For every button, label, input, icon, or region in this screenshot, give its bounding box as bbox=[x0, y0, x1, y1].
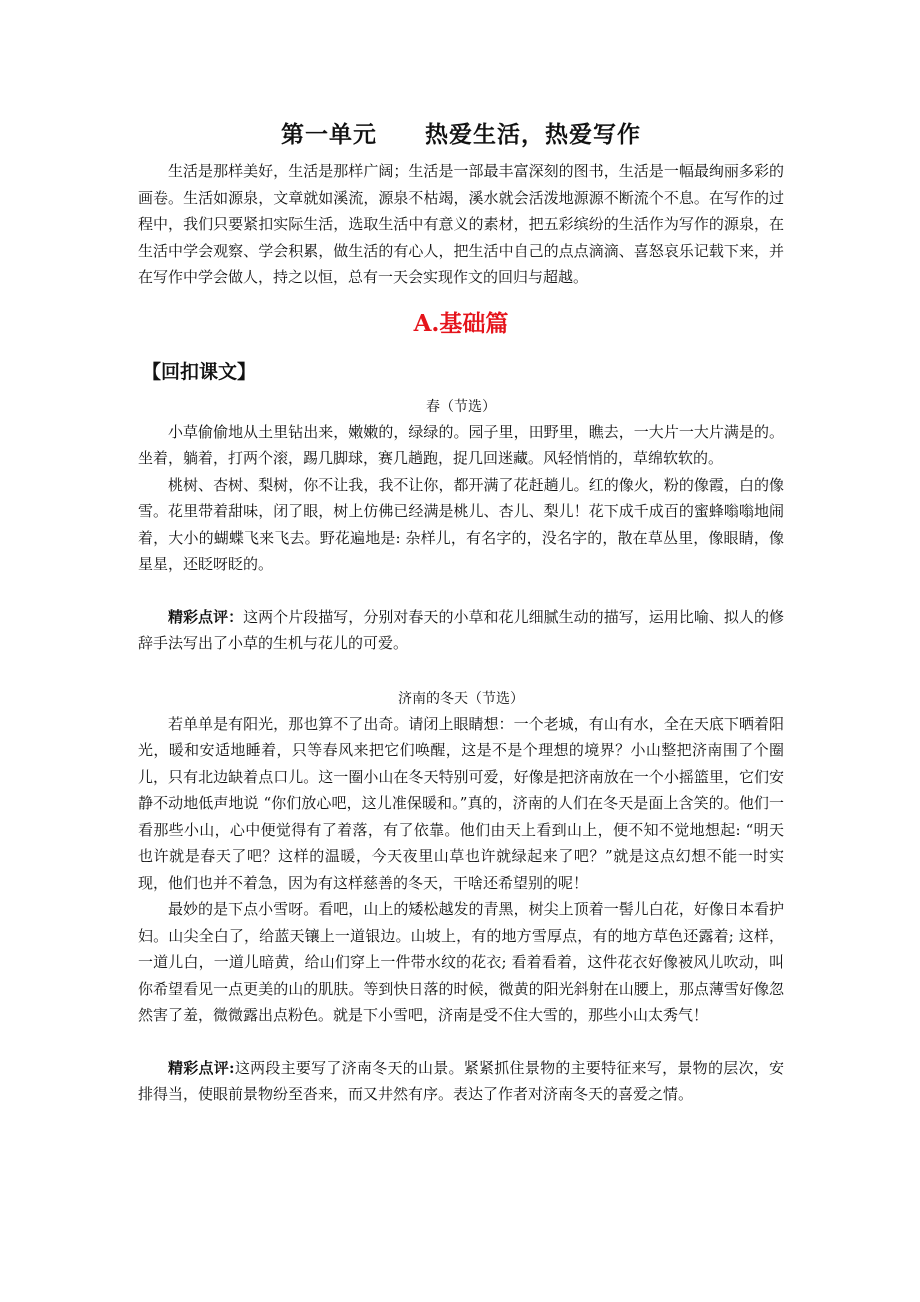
spacer bbox=[138, 657, 784, 685]
comment-text: 这两个片段描写，分别对春天的小草和花儿细腻生动的描写，运用比喻、拟人的修辞手法写出了小草的生机与花儿的可爱。 bbox=[138, 607, 784, 652]
passage-title: 春（节选） bbox=[426, 398, 496, 415]
section-title: A.基础篇 bbox=[413, 309, 509, 337]
comment-paragraph bbox=[138, 1055, 784, 1108]
comment-label: 精彩点评: bbox=[168, 1058, 235, 1077]
document-page bbox=[138, 118, 784, 1108]
unit-intro-paragraph: 生活是那样美好，生活是那样广阔；生活是一部最丰富深刻的图书，生活是一幅最绚丽多彩的画卷。生活如源泉，文章就如溪流，源泉不枯竭，溪水就会活泼地源源不断流个不息。在写作的过程中，我们只要紧扣实际生活，选取生活中有意义的素材，把五彩缤纷的生活作为写作的源泉，在生活中学会观察、学会积累，做生活的有心人，把生活中自己的点点滴滴、喜怒哀乐记载下来，并在写作中学会做人，持之以恒，总有一天会实现作文的回归与超越。 bbox=[138, 162, 784, 286]
comment-text: 这两段主要写了济南冬天的山景。紧紧抓住景物的主要特征来写，景物的层次，安排得当，使眼前景物纷至沓来，而又井然有序。表达了作者对济南冬天的喜爱之情。 bbox=[138, 1058, 784, 1103]
subsection-title: 【回扣课文】 bbox=[142, 360, 257, 383]
passage-spring bbox=[138, 395, 784, 657]
passage-paragraph: 小草偷偷地从土里钻出来，嫩嫩的，绿绿的。园子里，田野里，瞧去，一大片一大片满是的。坐着，躺着，打两个滚，踢几脚球，赛几趟跑，捉几回迷藏。风轻悄悄的，草绵软软的。 bbox=[138, 422, 784, 467]
passage-paragraph: 桃树、杏树、梨树，你不让我，我不让你，都开满了花赶趟儿。红的像火，粉的像霞，白的像雪。花里带着甜味，闭了眼，树上仿佛已经满是桃儿、杏儿、梨儿！花下成千成百的蜜蜂嗡嗡地闹着，大小的蝴蝶飞来飞去。野花遍地是: 杂样儿，有名字的，没名字的，散在草丛里，像眼睛，像星星，还眨呀眨的。 bbox=[138, 475, 784, 573]
comment-label: 精彩点评： bbox=[168, 607, 244, 626]
unit-title: 第一单元 热爱生活，热爱写作 bbox=[281, 121, 641, 148]
passage-jinan-winter bbox=[138, 687, 784, 1108]
passage-paragraph: 若单单是有阳光，那也算不了出奇。请闭上眼睛想：一个老城，有山有水，全在天底下晒着阳光，暖和安适地睡着，只等春风来把它们唤醒，这是不是个理想的境界？小山整把济南围了个圈儿，只有北边缺着点口儿。这一圈小山在冬天特别可爱，好像是把济南放在一个小摇篮里，它们安静不动地低声地说 “你们放心吧，这儿准保暖和。”真的，济南的人们在冬天是面上含笑的。他们一看那些小山，心中便觉得有了着落，有了依靠。他们由天上看到山上，便不知不觉地想起: “明天也许就是春天了吧？这样的温暖，今天夜里山草也许就绿起来了吧？”就是这点幻想不能一时实现，他们也并不着急，因为有这样慈善的冬天，干啥还希望别的呢！ bbox=[138, 714, 784, 892]
passage-title: 济南的冬天（节选） bbox=[398, 690, 524, 707]
comment-paragraph bbox=[138, 604, 784, 657]
passage-paragraph: 最妙的是下点小雪呀。看吧，山上的矮松越发的青黑，树尖上顶着一髻儿白花，好像日本看护妇。山尖全白了，给蓝天镶上一道银边。山坡上，有的地方雪厚点，有的地方草色还露着; 这样，一道儿白，一道儿暗黄，给山们穿上一件带水纹的花衣; 看着看着，这件花衣好像被风儿吹动，叫你希望看见一点更美的山的肌肤。等到快日落的时候，微黄的阳光斜射在山腰上，那点薄雪好像忽然害了羞，微微露出点粉色。就是下小雪吧，济南是受不住大雪的，那些小山太秀气！ bbox=[138, 900, 784, 1024]
